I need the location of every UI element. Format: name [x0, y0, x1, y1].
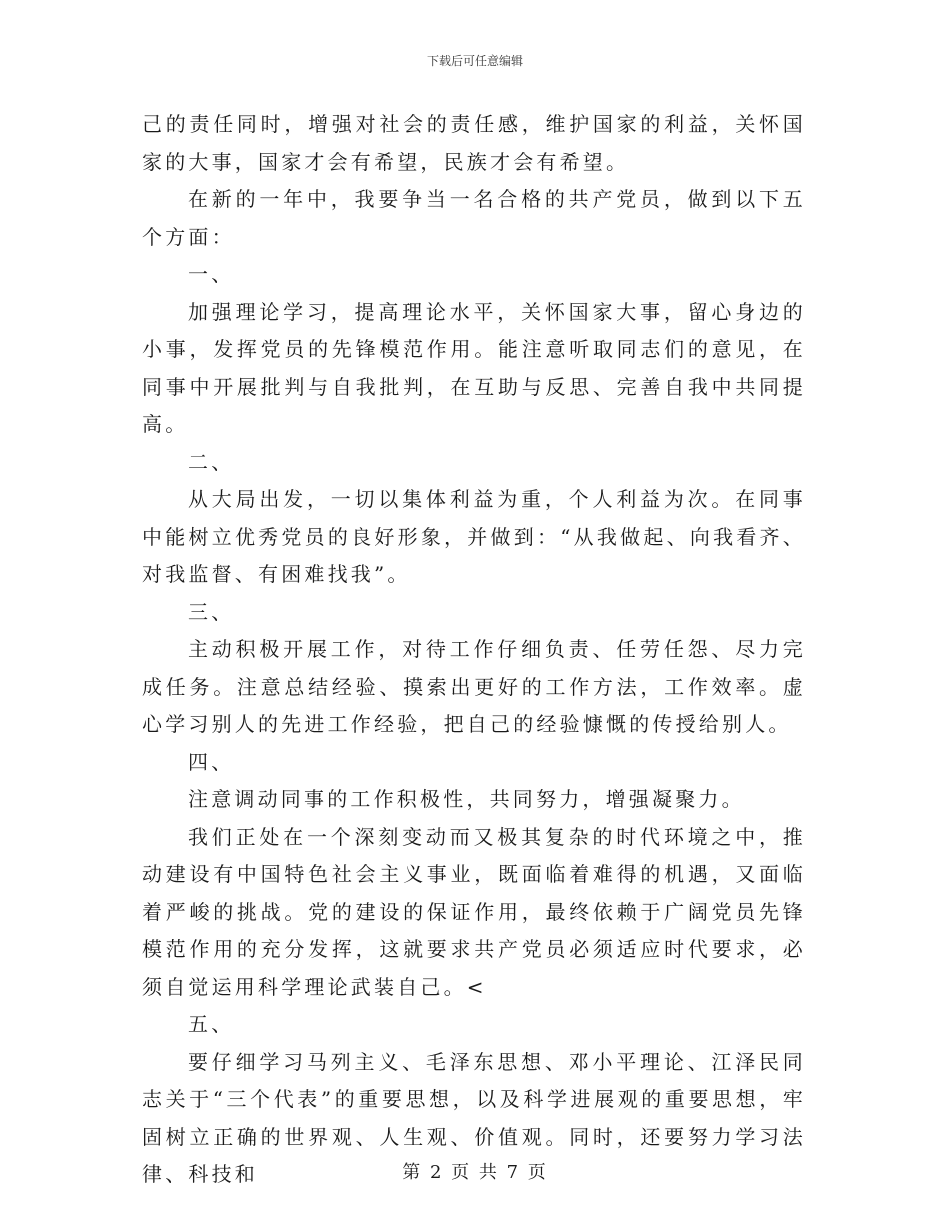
- section-heading-2: 二、: [188, 449, 235, 474]
- paragraph-context: 我们正处在一个深刻变动而又极其复杂的时代环境之中，推动建设有中国特色社会主义事业，既面临着难得的机遇，又面临着严峻的挑战。党的建设的保证作用，最终依赖于广阔党员先锋模范作用的充分发挥，这就要求共产党员必须适应时代要求，必须自觉运用科学理论武装自己。<: [142, 824, 806, 999]
- section-heading-5: 五、: [188, 1012, 235, 1036]
- section-heading-1: 一、: [188, 262, 235, 286]
- footer-suffix: 页: [527, 1162, 548, 1183]
- paragraph-continuation: 己的责任同时，增强对社会的责任感，维护国家的利益，关怀国家的大事，国家才会有希望，民族才会有希望。: [142, 112, 806, 174]
- paragraph-section-1: 加强理论学习，提高理论水平，关怀国家大事，留心身边的小事，发挥党员的先锋模范作用。能注意听取同志们的意见，在同事中开展批判与自我批判，在互助与反思、完善自我中共同提高。: [142, 299, 806, 436]
- footer-middle: 页 共: [451, 1162, 499, 1183]
- paragraph-section-5: 要仔细学习马列主义、毛泽东思想、邓小平理论、江泽民同志关于“三个代表”的重要思想，以及科学进展观的重要思想，牢固树立正确的世界观、人生观、价值观。同时，还要努力学习法律、科技和: [142, 1049, 806, 1186]
- document-body: [142, 106, 806, 1194]
- section-heading-3: 三、: [188, 599, 235, 624]
- paragraph-section-2: 从大局出发，一切以集体利益为重，个人利益为次。在同事中能树立优秀党员的良好形象，并做到：“从我做起、向我看齐、对我监督、有困难找我”。: [142, 487, 806, 586]
- page-header: 下载后可任意编辑: [426, 54, 523, 68]
- paragraph-section-3: 主动积极开展工作，对待工作仔细负责、任劳任怨、尽力完成任务。注意总结经验、摸索出更好的工作方法，工作效率。虚心学习别人的先进工作经验，把自己的经验慷慨的传授给别人。: [142, 637, 806, 736]
- footer-page-number: 2: [429, 1162, 444, 1183]
- paragraph-section-4: 注意调动同事的工作积极性，共同努力，增强凝聚力。: [188, 787, 745, 811]
- paragraph-intro: 在新的一年中，我要争当一名合格的共产党员，做到以下五个方面：: [142, 187, 806, 249]
- page-footer: [0, 1158, 950, 1184]
- section-heading-4: 四、: [188, 749, 235, 774]
- footer-prefix: 第: [402, 1162, 423, 1183]
- footer-total-pages: 7: [506, 1162, 521, 1183]
